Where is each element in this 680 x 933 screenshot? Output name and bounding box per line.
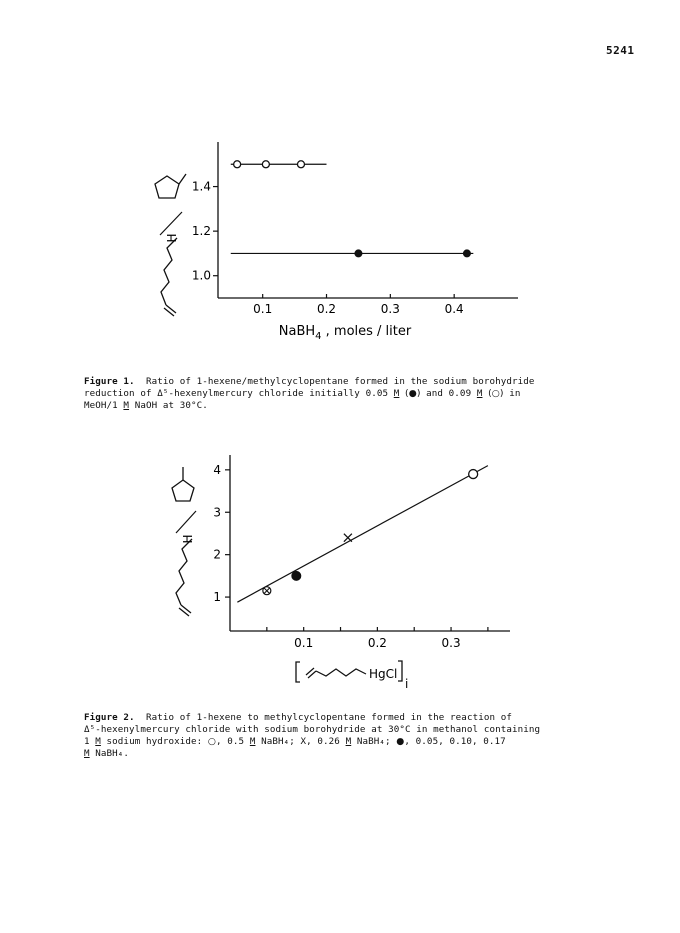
x-tick-label: 0.2	[367, 636, 387, 650]
filled-circle-marker	[355, 250, 362, 257]
figure-1-label: Figure 1.	[84, 376, 135, 387]
y-tick-label: 2	[213, 547, 221, 562]
caption2-line3c: , 0.5	[216, 736, 250, 747]
open-circle-marker	[262, 161, 269, 168]
x-tick-label: 0.1	[253, 302, 273, 316]
figure2-plot	[213, 455, 510, 650]
caption2-line1: Ratio of 1-hexene to methylcyclopentane formed in the reaction of	[145, 712, 512, 723]
molar-unit: M	[476, 388, 483, 399]
bracket-subscript: i	[405, 677, 409, 691]
x-tick-label: 0.1	[294, 636, 314, 650]
hexene-structure	[161, 238, 177, 316]
y-tick-label: 1	[213, 590, 221, 605]
open-circle-marker	[469, 470, 478, 479]
molar-unit: M	[95, 736, 101, 747]
open-circle-marker	[234, 161, 241, 168]
filled-circle-symbol: ●	[396, 736, 405, 747]
hgcl-label: HgCl	[369, 667, 398, 681]
fit-line	[237, 466, 488, 603]
caption1-line1: Ratio of 1-hexene/methylcyclopentane formed in the sodium borohydride	[145, 376, 535, 387]
caption1-line2c: in	[503, 388, 521, 399]
filled-circle-marker	[292, 571, 301, 580]
filled-circle-symbol: (●)	[405, 388, 421, 399]
open-circle-symbol: ○	[207, 736, 217, 747]
caption1-line3b: NaOH at 30°C.	[129, 400, 208, 411]
figure-2-chart	[0, 445, 680, 695]
methylcyclopentane-structure	[172, 467, 194, 501]
figure-2-caption	[84, 712, 604, 760]
caption1-line2a: reduction of Δ⁵-hexenylmercury chloride initially 0.05	[84, 388, 394, 399]
molar-unit: M	[249, 736, 256, 747]
caption2-line2: Δ⁵-hexenylmercury chloride with sodium borohydride at 30°C in methanol containing	[84, 724, 541, 735]
y-tick-label: 1.0	[191, 268, 211, 283]
molar-unit: M	[393, 388, 400, 399]
figure-2-label: Figure 2.	[84, 712, 135, 723]
hexenyl-chain-drawing	[306, 668, 366, 678]
right-bracket	[398, 661, 402, 681]
open-circle-marker	[297, 161, 304, 168]
molar-unit: M	[345, 736, 352, 747]
molar-unit: M	[123, 400, 130, 411]
y-tick-label: 1.4	[191, 179, 211, 194]
filled-circle-marker	[463, 250, 470, 257]
x-axis-bracket-label	[296, 661, 408, 691]
molar-unit: M	[84, 748, 90, 759]
h-atom-label: H	[165, 233, 179, 243]
y-tick-label: 1.2	[191, 224, 211, 239]
ratio-slash	[176, 511, 196, 533]
left-bracket	[296, 662, 300, 682]
page-number: 5241	[606, 44, 635, 57]
x-tick-label: 0.2	[316, 302, 337, 316]
methylcyclopentane-structure	[155, 174, 186, 198]
caption1-line2b: and 0.09	[420, 388, 477, 399]
x-tick-label: 0.4	[444, 302, 464, 316]
caption2-line3d: NaBH₄; X, 0.26	[255, 736, 346, 747]
x-tick-label: 0.3	[380, 302, 400, 316]
caption2-line3b: sodium hydroxide:	[100, 736, 208, 747]
figure-1-caption	[84, 376, 604, 412]
caption2-line3f: , 0.05, 0.10, 0.17	[404, 736, 506, 747]
x-tick-label: 0.3	[441, 636, 461, 650]
hexene-structure	[176, 539, 192, 616]
figure1-plot	[192, 142, 518, 342]
y-tick-label: 4	[213, 462, 221, 477]
caption2-line3a: 1	[84, 736, 96, 747]
y-tick-label: 3	[213, 505, 221, 520]
ratio-slash	[160, 212, 182, 235]
caption1-line3a: MeOH/1	[84, 400, 124, 411]
caption2-line4: NaBH₄.	[89, 748, 130, 759]
open-circle-symbol: (○)	[488, 388, 504, 399]
caption2-line3e: NaBH₄;	[351, 736, 397, 747]
x-axis-title: NaBH$_4$ , moles / liter	[278, 324, 412, 342]
h-atom-label: H	[181, 534, 195, 544]
figure-1-chart	[0, 130, 680, 355]
